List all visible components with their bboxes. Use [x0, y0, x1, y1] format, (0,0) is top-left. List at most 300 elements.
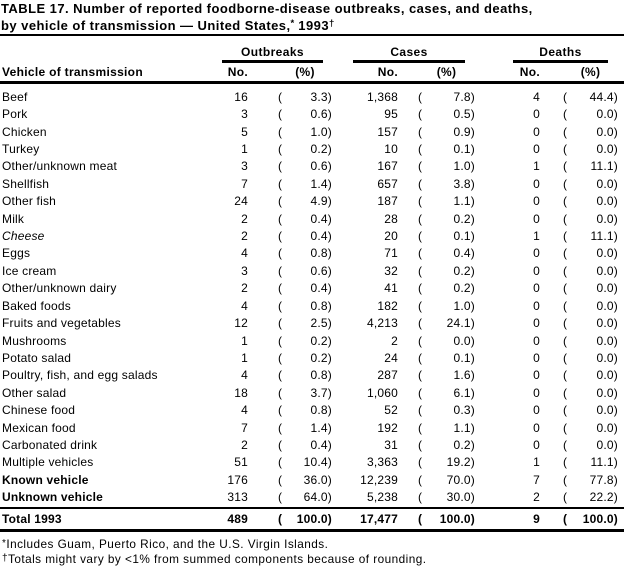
pct-value: 11.1) [590, 455, 618, 470]
paren-open: ( [278, 350, 283, 365]
outbreaks-no: 12 [234, 316, 248, 331]
pct-value: 1.6) [453, 368, 475, 383]
cases-no: 20 [384, 229, 398, 244]
deaths-no: 1 [533, 229, 540, 244]
outbreaks-no: 176 [227, 472, 248, 487]
pct-value: 0.2) [310, 333, 332, 348]
table-row [0, 401, 624, 418]
pct-value: 1.0) [453, 298, 475, 313]
deaths-pct [563, 386, 618, 400]
paren-open: ( [563, 420, 568, 435]
cases-pct [418, 212, 475, 226]
paren-open: ( [418, 211, 423, 226]
pct-value: 0.1) [453, 141, 475, 156]
vehicle-label: Other salad [2, 385, 67, 400]
pct-value: 3.8) [453, 176, 475, 191]
pct-value: 22.2) [589, 490, 618, 505]
table-row [0, 123, 624, 140]
table-row [0, 175, 624, 192]
paren-open: ( [278, 438, 283, 453]
paren-open: ( [563, 229, 568, 244]
paren-open: ( [563, 107, 568, 122]
deaths-no: 0 [533, 246, 540, 261]
vehicle-label: Eggs [2, 246, 31, 261]
outbreaks-no: 51 [234, 455, 248, 470]
cases-pct [418, 473, 475, 487]
outbreaks-pct [278, 299, 332, 313]
pct-value: 2.5) [310, 316, 332, 331]
outbreaks-no: 1 [241, 350, 248, 365]
pct-value: 1.1) [453, 420, 475, 435]
pct-value: 0.4) [310, 211, 332, 226]
cases-no: 1,368 [366, 89, 398, 104]
paren-open: ( [563, 298, 568, 313]
pct-value: 0.3) [453, 403, 475, 418]
deaths-no: 0 [533, 107, 540, 122]
column-group-outbreaks: Outbreaks [222, 45, 323, 63]
outbreaks-pct [278, 90, 332, 104]
pct-value: 0.0) [596, 263, 618, 278]
vehicle-label: Known vehicle [2, 472, 89, 487]
deaths-no: 1 [533, 159, 540, 174]
cases-pct [418, 107, 475, 121]
outbreaks-pct [278, 194, 332, 208]
outbreaks-pct [278, 281, 332, 295]
pct-value: 1.4) [310, 420, 332, 435]
paren-open: ( [418, 107, 423, 122]
pct-value: 3.7) [310, 385, 332, 400]
footnote-dagger [2, 553, 622, 568]
deaths-no: 0 [533, 438, 540, 453]
total-outbreaks-pct [278, 512, 332, 526]
vehicle-label: Fruits and vegetables [2, 316, 121, 331]
paren-open: ( [278, 194, 283, 209]
table-row [0, 436, 624, 453]
paren-open: ( [278, 89, 283, 104]
outbreaks-no: 3 [241, 159, 248, 174]
pct-value: 0.8) [310, 246, 332, 261]
deaths-no: 0 [533, 385, 540, 400]
paren-open: ( [563, 124, 568, 139]
paren-open: ( [563, 141, 568, 156]
paren-open: ( [278, 472, 283, 487]
cases-pct-header: (%) [436, 65, 457, 79]
cases-pct [418, 334, 475, 348]
outbreaks-no: 7 [241, 176, 248, 191]
paren-open: ( [418, 229, 423, 244]
vehicle-label: Chinese food [2, 403, 76, 418]
paren-open: ( [418, 263, 423, 278]
cases-no: 192 [377, 420, 398, 435]
deaths-pct [563, 281, 618, 295]
column-subheader-row [0, 64, 624, 80]
pct-value: 0.0) [596, 246, 618, 261]
outbreaks-pct [278, 246, 332, 260]
deaths-pct [563, 455, 618, 469]
footnote-dagger-text: Totals might vary by <1% from summed components because of rounding. [8, 551, 427, 566]
outbreaks-no: 3 [241, 263, 248, 278]
pct-value: 0.2) [310, 350, 332, 365]
vehicle-label: Turkey [2, 141, 40, 156]
cases-no: 2 [391, 333, 398, 348]
deaths-pct [563, 264, 618, 278]
outbreaks-pct [278, 142, 332, 156]
pct-value: 70.0) [446, 472, 475, 487]
paren-open: ( [563, 194, 568, 209]
footnote-dagger-marker: † [2, 552, 9, 564]
paren-open: ( [563, 89, 568, 104]
paren-open: ( [418, 472, 423, 487]
cases-no-header: No. [377, 65, 398, 79]
paren-open: ( [418, 490, 423, 505]
deaths-no: 0 [533, 263, 540, 278]
table-title [1, 1, 623, 36]
cases-no: 24 [384, 350, 398, 365]
deaths-no: 7 [533, 472, 540, 487]
deaths-no: 0 [533, 298, 540, 313]
table-row [0, 454, 624, 471]
paren-open: ( [418, 176, 423, 191]
pct-value: 0.4) [310, 438, 332, 453]
table-row [0, 105, 624, 122]
vehicle-label: Chicken [2, 124, 47, 139]
pct-value: 10.4) [303, 455, 332, 470]
vehicle-label: Beef [2, 89, 28, 104]
outbreaks-no: 18 [234, 385, 248, 400]
outbreaks-pct [278, 421, 332, 435]
pct-value: 0.6) [310, 107, 332, 122]
pct-value: 1.4) [310, 176, 332, 191]
deaths-pct [563, 142, 618, 156]
deaths-no: 1 [533, 455, 540, 470]
total-cases-no: 17,477 [360, 511, 398, 526]
pct-value: 77.8) [589, 472, 618, 487]
outbreaks-pct [278, 368, 332, 382]
vehicle-label: Shellfish [2, 176, 50, 191]
column-group-cases: Cases [353, 45, 465, 63]
table-row [0, 489, 624, 506]
paren-open: ( [563, 211, 568, 226]
paren-open: ( [278, 229, 283, 244]
vehicle-label: Other fish [2, 194, 57, 209]
outbreaks-pct [278, 490, 332, 504]
pct-value: 0.0) [596, 385, 618, 400]
cases-pct [418, 246, 475, 260]
pct-value: 30.0) [446, 490, 475, 505]
table-row [0, 158, 624, 175]
cases-no: 657 [377, 176, 398, 191]
deaths-pct [563, 107, 618, 121]
pct-value: 0.1) [453, 229, 475, 244]
footnote-dagger-ref: † [329, 17, 335, 29]
pct-value: 44.4) [589, 89, 618, 104]
paren-open: ( [563, 176, 568, 191]
vehicle-label: Multiple vehicles [2, 455, 94, 470]
paren-open: ( [563, 511, 568, 526]
deaths-pct [563, 90, 618, 104]
paren-open: ( [278, 490, 283, 505]
cases-no: 157 [377, 124, 398, 139]
cases-pct [418, 90, 475, 104]
cases-no: 32 [384, 263, 398, 278]
deaths-no: 0 [533, 211, 540, 226]
cases-no: 28 [384, 211, 398, 226]
cases-pct [418, 421, 475, 435]
vehicle-label: Potato salad [2, 350, 72, 365]
deaths-no: 0 [533, 176, 540, 191]
paren-open: ( [563, 490, 568, 505]
outbreaks-pct [278, 229, 332, 243]
paren-open: ( [418, 420, 423, 435]
paren-open: ( [418, 89, 423, 104]
pct-value: 11.1) [590, 159, 618, 174]
table-row [0, 384, 624, 401]
footnote-asterisk-ref: * [290, 17, 295, 29]
cases-pct [418, 438, 475, 452]
pct-value: 0.4) [453, 246, 475, 261]
total-deaths-pct [563, 512, 618, 526]
cases-pct [418, 316, 475, 330]
table-row [0, 227, 624, 244]
cases-no: 287 [377, 368, 398, 383]
pct-value: 4.9) [310, 194, 332, 209]
paren-open: ( [278, 124, 283, 139]
outbreaks-no: 4 [241, 403, 248, 418]
total-row [0, 510, 624, 527]
deaths-no: 0 [533, 124, 540, 139]
table-row [0, 192, 624, 209]
paren-open: ( [418, 124, 423, 139]
outbreaks-pct [278, 403, 332, 417]
vehicle-label: Carbonated drink [2, 438, 98, 453]
deaths-pct [563, 403, 618, 417]
outbreaks-no: 4 [241, 368, 248, 383]
cases-no: 167 [377, 159, 398, 174]
cases-no: 31 [384, 438, 398, 453]
cases-no: 10 [384, 141, 398, 156]
paren-open: ( [418, 316, 423, 331]
cases-pct [418, 125, 475, 139]
table-row [0, 140, 624, 157]
paren-open: ( [278, 455, 283, 470]
table-row [0, 280, 624, 297]
outbreaks-no: 16 [234, 89, 248, 104]
total-cases-pct [418, 512, 475, 526]
deaths-no: 0 [533, 316, 540, 331]
total-divider-rule [0, 507, 624, 509]
paren-open: ( [278, 281, 283, 296]
total-outbreaks-no: 489 [227, 511, 248, 526]
pct-value: 0.0) [596, 333, 618, 348]
outbreaks-pct [278, 125, 332, 139]
pct-value: 0.1) [453, 350, 475, 365]
outbreaks-pct [278, 212, 332, 226]
column-group-deaths: Deaths [513, 45, 608, 63]
pct-value: 1.0) [310, 124, 332, 139]
cases-no: 12,239 [360, 472, 398, 487]
outbreaks-pct [278, 473, 332, 487]
pct-value: 0.2) [453, 438, 475, 453]
paren-open: ( [418, 511, 423, 526]
pct-value: 1.1) [453, 194, 475, 209]
cases-no: 3,363 [366, 455, 398, 470]
outbreaks-no: 4 [241, 246, 248, 261]
cases-pct [418, 194, 475, 208]
paren-open: ( [418, 368, 423, 383]
pct-value: 0.0) [596, 350, 618, 365]
deaths-pct [563, 490, 618, 504]
vehicle-label: Ice cream [2, 263, 57, 278]
vehicle-label: Cheese [2, 229, 45, 244]
cases-no: 5,238 [366, 490, 398, 505]
paren-open: ( [563, 368, 568, 383]
vehicle-column-header: Vehicle of transmission [2, 65, 143, 79]
vehicle-label: Baked foods [2, 298, 71, 313]
pct-value: 0.0) [453, 333, 475, 348]
deaths-no: 0 [533, 350, 540, 365]
vehicle-label: Pork [2, 107, 28, 122]
paren-open: ( [563, 438, 568, 453]
pct-value: 0.0) [596, 298, 618, 313]
pct-value: 0.0) [596, 211, 618, 226]
outbreaks-pct [278, 316, 332, 330]
pct-value: 0.4) [310, 229, 332, 244]
pct-value: 0.2) [453, 281, 475, 296]
pct-value: 24.1) [446, 316, 475, 331]
paren-open: ( [278, 246, 283, 261]
deaths-no: 0 [533, 194, 540, 209]
paren-open: ( [418, 246, 423, 261]
table-row [0, 210, 624, 227]
pct-value: 100.0) [439, 511, 475, 526]
table-row [0, 332, 624, 349]
vehicle-label: Other/unknown dairy [2, 281, 117, 296]
cases-pct [418, 299, 475, 313]
vehicle-label: Other/unknown meat [2, 159, 117, 174]
paren-open: ( [418, 385, 423, 400]
outbreaks-no: 2 [241, 281, 248, 296]
pct-value: 0.0) [596, 141, 618, 156]
cases-pct [418, 142, 475, 156]
pct-value: 100.0) [296, 511, 332, 526]
table-row [0, 297, 624, 314]
deaths-no: 0 [533, 281, 540, 296]
deaths-no-header: No. [519, 65, 540, 79]
pct-value: 0.0) [596, 403, 618, 418]
outbreaks-no: 2 [241, 211, 248, 226]
paren-open: ( [563, 455, 568, 470]
outbreaks-no: 1 [241, 333, 248, 348]
pct-value: 0.0) [596, 438, 618, 453]
paren-open: ( [278, 141, 283, 156]
paren-open: ( [418, 281, 423, 296]
outbreaks-pct [278, 159, 332, 173]
paren-open: ( [278, 316, 283, 331]
cases-pct [418, 159, 475, 173]
table-title-year: 1993 [294, 17, 330, 33]
paren-open: ( [278, 298, 283, 313]
outbreaks-no: 2 [241, 229, 248, 244]
outbreaks-no: 24 [234, 194, 248, 209]
pct-value: 0.2) [310, 141, 332, 156]
deaths-no: 0 [533, 141, 540, 156]
cases-no: 52 [384, 403, 398, 418]
deaths-no: 2 [533, 490, 540, 505]
paren-open: ( [278, 368, 283, 383]
cases-pct [418, 281, 475, 295]
outbreaks-no: 313 [227, 490, 248, 505]
deaths-no: 0 [533, 368, 540, 383]
deaths-pct [563, 246, 618, 260]
vehicle-label: Mushrooms [2, 333, 67, 348]
deaths-pct-header: (%) [580, 65, 601, 79]
paren-open: ( [563, 316, 568, 331]
paren-open: ( [278, 385, 283, 400]
deaths-pct [563, 351, 618, 365]
table-row [0, 314, 624, 331]
paren-open: ( [563, 403, 568, 418]
outbreaks-pct [278, 334, 332, 348]
deaths-no: 0 [533, 403, 540, 418]
deaths-pct [563, 299, 618, 313]
outbreaks-pct-header: (%) [295, 65, 315, 79]
vehicle-label: Poultry, fish, and egg salads [2, 368, 158, 383]
deaths-pct [563, 125, 618, 139]
pct-value: 0.0) [596, 368, 618, 383]
deaths-pct [563, 229, 618, 243]
paren-open: ( [563, 246, 568, 261]
outbreaks-pct [278, 438, 332, 452]
cases-pct [418, 264, 475, 278]
cases-pct [418, 490, 475, 504]
pct-value: 7.8) [453, 89, 475, 104]
paren-open: ( [278, 403, 283, 418]
cases-pct [418, 351, 475, 365]
pct-value: 0.0) [596, 194, 618, 209]
table-row [0, 88, 624, 105]
paren-open: ( [278, 159, 283, 174]
pct-value: 0.6) [310, 159, 332, 174]
paren-open: ( [418, 298, 423, 313]
paren-open: ( [278, 511, 283, 526]
deaths-pct [563, 194, 618, 208]
cases-pct [418, 455, 475, 469]
paren-open: ( [278, 420, 283, 435]
outbreaks-pct [278, 264, 332, 278]
pct-value: 1.0) [453, 159, 475, 174]
cases-no: 1,060 [366, 385, 398, 400]
cases-no: 95 [384, 107, 398, 122]
pct-value: 64.0) [303, 490, 332, 505]
deaths-pct [563, 473, 618, 487]
pct-value: 11.1) [590, 229, 618, 244]
total-label: Total 1993 [2, 511, 62, 526]
pct-value: 0.0) [596, 124, 618, 139]
deaths-pct [563, 438, 618, 452]
pct-value: 3.3) [310, 89, 332, 104]
deaths-pct [563, 316, 618, 330]
deaths-no: 0 [533, 333, 540, 348]
pct-value: 0.4) [310, 281, 332, 296]
paren-open: ( [278, 107, 283, 122]
paren-open: ( [563, 350, 568, 365]
bottom-rule [0, 529, 624, 532]
deaths-pct [563, 368, 618, 382]
paren-open: ( [418, 350, 423, 365]
footnote-asterisk-text: Includes Guam, Puerto Rico, and the U.S. Virgin Islands. [6, 537, 329, 551]
pct-value: 0.9) [453, 124, 475, 139]
footnote-asterisk [2, 538, 622, 553]
